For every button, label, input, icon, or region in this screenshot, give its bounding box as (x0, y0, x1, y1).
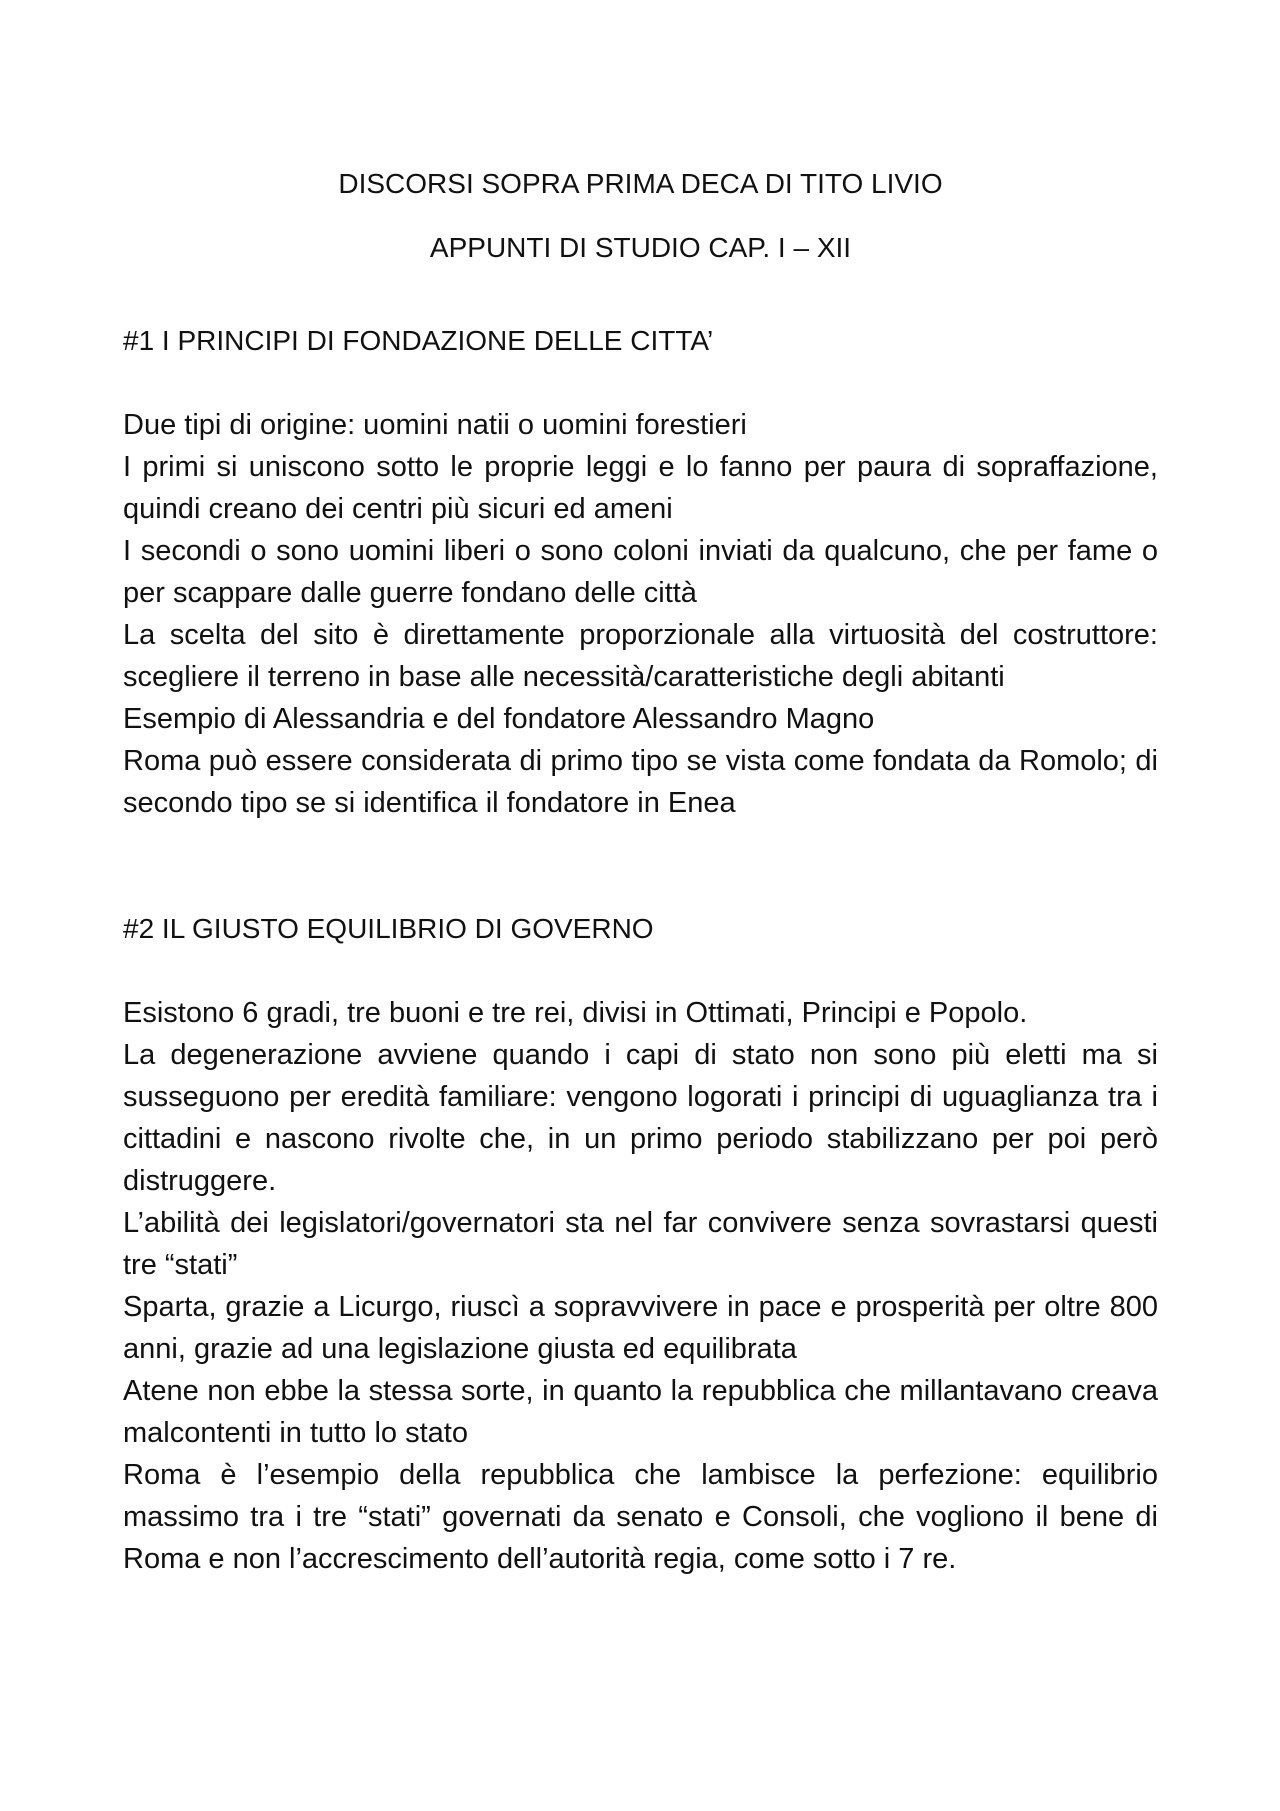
paragraph: L’abilità dei legislatori/governatori sta nel far convivere senza sovrastarsi questi tre “stati” (123, 1207, 1158, 1281)
section-1 (123, 320, 1158, 824)
paragraph: La degenerazione avviene quando i capi di stato non sono più eletti ma si susseguono per eredità familiare: vengono logorati i principi di uguaglianza tra i cittadini e nascono rivolte che, in un primo periodo stabilizzano per poi però distruggere. (123, 1039, 1158, 1197)
paragraph: Atene non ebbe la stessa sorte, in quanto la repubblica che millantavano creava malcontenti in tutto lo stato (123, 1375, 1158, 1449)
section-2 (123, 908, 1158, 1580)
paragraph: Sparta, grazie a Licurgo, riuscì a sopravvivere in pace e prosperità per oltre 800 anni, grazie ad una legislazione giusta ed equilibrata (123, 1291, 1158, 1365)
section-heading: #1 I PRINCIPI DI FONDAZIONE DELLE CITTA’ (123, 325, 714, 356)
paragraph: La scelta del sito è direttamente proporzionale alla virtuosità del costruttore: scegliere il terreno in base alle necessità/caratteristiche degli abitanti (123, 619, 1158, 693)
paragraph: Esistono 6 gradi, tre buoni e tre rei, divisi in Ottimati, Principi e Popolo. (123, 997, 1028, 1029)
document-title: DISCORSI SOPRA PRIMA DECA DI TITO LIVIO (338, 168, 943, 199)
paragraph: I primi si uniscono sotto le proprie leggi e lo fanno per paura di sopraffazione, quindi creano dei centri più sicuri ed ameni (123, 451, 1158, 525)
paragraph: I secondi o sono uomini liberi o sono coloni inviati da qualcuno, che per fame o per scappare dalle guerre fondano delle città (123, 535, 1158, 609)
paragraph: Roma è l’esempio della repubblica che lambisce la perfezione: equilibrio massimo tra i tre “stati” governati da senato e Consoli, che vogliono il bene di Roma e non l’accrescimento dell’autorità regia, come sotto i 7 re. (123, 1459, 1158, 1575)
section-heading: #2 IL GIUSTO EQUILIBRIO DI GOVERNO (123, 913, 654, 944)
paragraph: Due tipi di origine: uomini natii o uomini forestieri (123, 409, 747, 441)
title-block (123, 152, 1158, 280)
paragraph: Roma può essere considerata di primo tipo se vista come fondata da Romolo; di secondo tipo se si identifica il fondatore in Enea (123, 745, 1158, 819)
paragraph: Esempio di Alessandria e del fondatore Alessandro Magno (123, 703, 875, 735)
document-subtitle: APPUNTI DI STUDIO CAP. I – XII (429, 232, 852, 263)
section-spacer (123, 824, 1158, 908)
